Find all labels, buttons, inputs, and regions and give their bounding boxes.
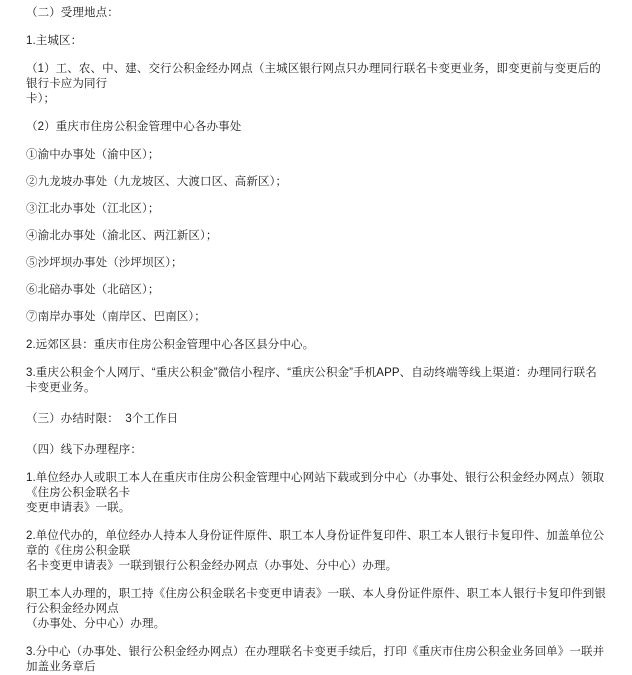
paragraph: 2.远郊区县：重庆市住房公积金管理中心各区县分中心。 [26,339,315,351]
paragraph: ⑤沙坪坝办事处（沙坪坝区）； [26,257,183,269]
paragraph: （四）线下办理程序： [26,444,142,456]
paragraph: 卡）； [26,93,56,105]
paragraph-spacer [26,325,606,338]
paragraph-spacer [26,458,606,471]
document-body [26,6,606,675]
paragraph: 3.重庆公积金个人网厅、“重庆公积金”微信小程序、“重庆公积金”手机APP、自动终端等线上渠道：办理同行联名卡变更业务。 [26,367,597,394]
paragraph-spacer [26,244,606,256]
paragraph: ⑦南岸办事处（南岸区、巴南区）； [26,311,206,323]
paragraph-spacer [26,217,606,229]
paragraph-spacer [26,135,606,148]
paragraph-spacer [26,516,606,529]
paragraph-spacer [26,427,606,443]
paragraph: 2.单位代办的，单位经办人持本人身份证件原件、职工本人身份证件复印件、职工本人银行卡复印件、加盖单位公章的《住房公积金联 [26,530,605,557]
paragraph: 变更申请表》一联。 [26,502,131,514]
paragraph: 3.分中心（办事处、银行公积金经办网点）在办理联名卡变更手续后，打印《重庆市住房公积金业务回单》一联并加盖业务章后 [26,646,605,673]
paragraph-spacer [26,21,606,34]
paragraph: 职工本人办理的，职工持《住房公积金联名卡变更申请表》一联、本人身份证件原件、职工本人银行卡复印件到银行公积金经办网点 [26,588,606,615]
paragraph: ②九龙坡办事处（九龙坡区、大渡口区、高新区）； [26,176,288,188]
paragraph-spacer [26,49,606,62]
paragraph: （二）受理地点： [26,7,119,19]
paragraph-spacer [26,632,606,645]
paragraph-spacer [26,574,606,587]
paragraph-spacer [26,107,606,120]
paragraph-spacer [26,396,606,412]
paragraph-spacer [26,190,606,202]
paragraph: （2）重庆市住房公积金管理中心各办事处 [26,121,242,133]
paragraph-spacer [26,271,606,283]
paragraph: 1.主城区： [26,35,83,47]
paragraph: （三）办结时限： 3个工作日 [26,413,179,425]
paragraph: 1.单位经办人或职工本人在重庆市住房公积金管理中心网站下载或到分中心（办事处、银行公积金经办网点）领取《住房公积金联名卡 [26,472,605,499]
paragraph-spacer [26,298,606,310]
paragraph: 名卡变更申请表》一联到银行公积金经办网点（办事处、分中心）办理。 [26,560,398,572]
paragraph: ①渝中办事处（渝中区）； [26,149,160,161]
paragraph: ③江北办事处（江北区）； [26,203,160,215]
paragraph: ⑥北碚办事处（北碚区）； [26,284,160,296]
paragraph-spacer [26,163,606,175]
paragraph: ④渝北办事处（渝北区、两江新区）； [26,230,218,242]
paragraph: （办事处、分中心）办理。 [26,618,166,630]
paragraph-spacer [26,353,606,366]
paragraph: （1）工、农、中、建、交行公积金经办网点（主城区银行网点只办理同行联名卡变更业务，即变更前与变更后的银行卡应为同行 [26,63,601,90]
